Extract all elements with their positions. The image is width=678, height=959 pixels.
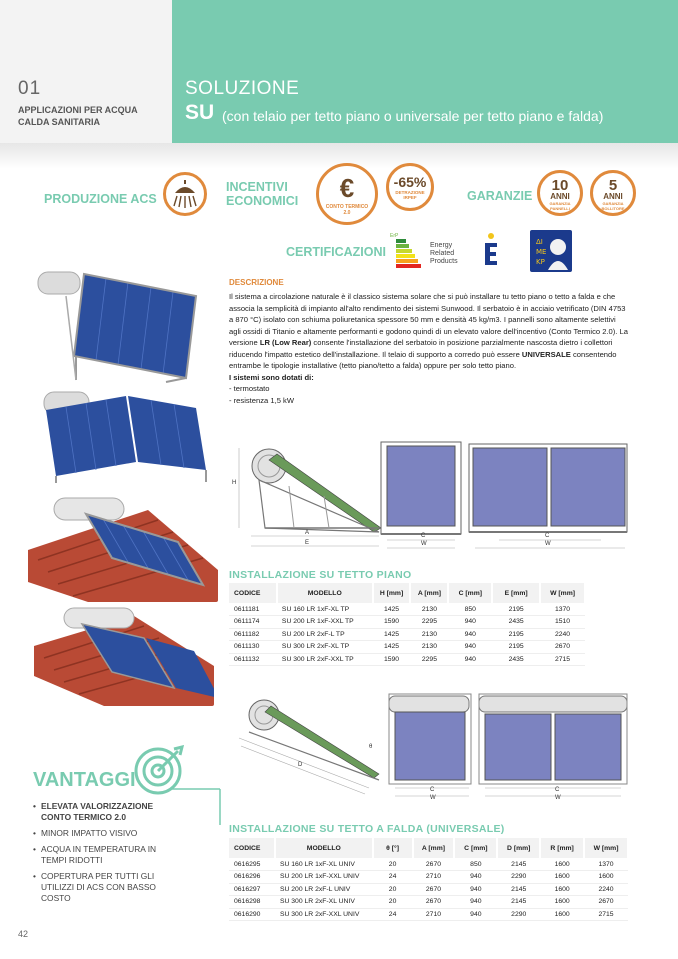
dim-d: D (298, 762, 303, 768)
table-cell: 0616297 (229, 883, 275, 896)
dim-theta: θ (369, 744, 373, 750)
table-cell: 2240 (540, 628, 585, 641)
dim-c: C (421, 533, 426, 539)
sloped-roof-table (229, 838, 629, 921)
cert-keymark-logo (530, 230, 572, 272)
table-cell: 850 (448, 603, 492, 616)
table-cell: SU 200 LR 2xF-L UNIV (275, 883, 373, 896)
photo-flat-roof-2 (36, 390, 216, 485)
warranty-panels-unit: ANNI (550, 192, 570, 201)
table-cell: 2290 (497, 871, 540, 884)
table-cell: 2715 (584, 908, 628, 921)
table-cell: SU 300 LR 2xF-XL TP (277, 641, 373, 654)
warranty-boilers-badge (590, 170, 636, 216)
table-header-row (229, 838, 628, 858)
table-cell: 1370 (584, 858, 628, 871)
table-cell: 20 (373, 858, 413, 871)
solution-code: SU (185, 101, 215, 124)
svg-text:ΚΡ: ΚΡ (536, 258, 545, 266)
page-number: 42 (18, 929, 29, 939)
photo-flat-roof-1 (36, 266, 216, 384)
svg-text:ΔΙ: ΔΙ (536, 238, 543, 246)
flat-roof-table (229, 583, 586, 666)
table-row (229, 896, 628, 909)
table-cell: 2670 (413, 858, 455, 871)
table-cell: 1600 (540, 896, 584, 909)
warranty-boilers-unit: ANNI (603, 192, 623, 201)
table-cell: SU 160 LR 1xF-XL UNIV (275, 858, 373, 871)
table-cell: 2130 (410, 603, 448, 616)
dim-c-sloped-double: C (555, 787, 560, 793)
table-cell: 2435 (492, 653, 540, 666)
advantage-item: • MINOR IMPATTO VISIVO (33, 828, 173, 839)
incentives-label-line2: ECONOMICI (226, 194, 299, 208)
section-number: 01 (18, 78, 42, 99)
cert-e-logo (482, 231, 500, 271)
table-cell: 1590 (373, 653, 411, 666)
table-header: H [mm] (373, 583, 411, 603)
certifications-label: CERTIFICAZIONI (286, 245, 386, 259)
table-row (229, 628, 585, 641)
conto-termico-text: CONTO TERMICO 2.0 (325, 204, 369, 216)
table-cell: 0616298 (229, 896, 275, 909)
advantage-item: • ACQUA IN TEMPERATURA IN TEMPI RIDOTTI (33, 844, 173, 866)
table-cell: 0616295 (229, 858, 275, 871)
table-cell: 2710 (413, 871, 455, 884)
table-cell: SU 300 LR 2xF-XXL TP (277, 653, 373, 666)
table-cell: SU 160 LR 1xF-XL TP (277, 603, 373, 616)
table-cell: 2295 (410, 653, 448, 666)
table-header: R [mm] (540, 838, 584, 858)
table-header: W [mm] (540, 583, 585, 603)
table-header: A [mm] (410, 583, 448, 603)
table-cell: 2130 (410, 641, 448, 654)
table-cell: 940 (454, 896, 497, 909)
table-row (229, 871, 628, 884)
warranty-panels-badge (537, 170, 583, 216)
table-cell: 2670 (413, 883, 455, 896)
warranty-boilers-years: 5 (608, 177, 618, 194)
description-text-3: consentendo entrambe le tipologie installative (tetto piano/tetto a falda) oppure per solo tetto piano. (229, 349, 617, 370)
table-cell: 1600 (540, 908, 584, 921)
table-header-row (229, 583, 585, 603)
table-cell: 2710 (413, 908, 455, 921)
table-cell: 940 (454, 908, 497, 921)
irpef-text: DETRAZIONE IRPEF (395, 190, 425, 200)
irpef-value: -65% (393, 174, 427, 190)
photo-sloped-roof-2 (34, 606, 214, 706)
table-header: C [mm] (454, 838, 497, 858)
flat-roof-title: INSTALLAZIONE SU TETTO PIANO (229, 569, 412, 581)
table-cell: 940 (454, 883, 497, 896)
table-cell: 2290 (497, 908, 540, 921)
description-body (229, 291, 629, 406)
table-cell: 940 (448, 653, 492, 666)
table-cell: 850 (454, 858, 497, 871)
description-universale-bold: UNIVERSALE (521, 349, 571, 359)
euro-icon: € (339, 173, 355, 203)
table-cell: 0611181 (229, 603, 277, 616)
dim-w-double: W (545, 541, 551, 547)
table-row (229, 641, 585, 654)
table-cell: 0616296 (229, 871, 275, 884)
sloped-roof-title: INSTALLAZIONE SU TETTO A FALDA (UNIVERSALE) (229, 823, 505, 835)
table-row (229, 653, 585, 666)
table-header: E [mm] (492, 583, 540, 603)
dim-e: E (305, 540, 310, 546)
table-cell: 940 (448, 628, 492, 641)
photo-sloped-roof-1 (28, 490, 218, 602)
table-cell: 2295 (410, 616, 448, 629)
section-title: APPLICAZIONI PER ACQUA CALDA SANITARIA (18, 105, 138, 127)
incentives-label (226, 180, 298, 208)
warranty-panels-years: 10 (551, 177, 569, 194)
table-cell: 20 (373, 896, 413, 909)
sloped-roof-diagram (229, 690, 629, 808)
table-cell: 2670 (584, 896, 628, 909)
table-cell: 2145 (497, 858, 540, 871)
equipped-item: - termostato (229, 384, 270, 393)
table-cell: 2670 (413, 896, 455, 909)
table-header: CODICE (229, 583, 277, 603)
shower-icon (163, 172, 207, 216)
warranty-boilers-text: GARANZIA BOLLITORE (601, 201, 625, 211)
advantage-item: • COPERTURA PER TUTTI GLI UTILIZZI DI ACS CON BASSO COSTO (33, 871, 173, 904)
table-cell: 1425 (373, 628, 411, 641)
production-label: PRODUZIONE ACS (44, 192, 157, 206)
table-cell: SU 300 LR 2xF-XXL UNIV (275, 908, 373, 921)
table-header: MODELLO (277, 583, 373, 603)
table-cell: 1425 (373, 641, 411, 654)
svg-text:ΜΕ: ΜΕ (536, 248, 547, 256)
dim-h: H (232, 480, 237, 486)
table-cell: 2145 (497, 896, 540, 909)
dim-w-sloped: W (430, 795, 436, 801)
erp-text-line3: Products (430, 258, 458, 265)
incentives-label-line1: INCENTIVI (226, 180, 288, 194)
table-cell: SU 200 LR 1xF-XXL UNIV (275, 871, 373, 884)
table-header: A [mm] (413, 838, 455, 858)
table-cell: 0611182 (229, 628, 277, 641)
solution-label: SOLUZIONE (185, 78, 300, 99)
table-cell: SU 300 LR 2xF-XL UNIV (275, 896, 373, 909)
flat-roof-diagram (229, 436, 629, 554)
dim-c-double: C (545, 533, 550, 539)
table-cell: 2195 (492, 641, 540, 654)
table-cell: 2130 (410, 628, 448, 641)
table-cell: 20 (373, 883, 413, 896)
description-lr-bold: LR (Low Rear) (259, 338, 312, 347)
table-cell: 1600 (540, 883, 584, 896)
description-text-2: consente l'installazione del serbatoio in posizione parzialmente nascosta dietro i collettori riducendo l'impatto estetico dell'installazione. Il telaio di supporto a corredo può essere (229, 338, 613, 359)
table-cell: 2670 (540, 641, 585, 654)
table-cell: 940 (448, 641, 492, 654)
table-cell: 1425 (373, 603, 411, 616)
table-cell: 940 (448, 616, 492, 629)
advantage-item: • ELEVATA VALORIZZAZIONE CONTO TERMICO 2.0 (33, 801, 173, 823)
table-cell: 2715 (540, 653, 585, 666)
erp-logo (390, 233, 470, 273)
table-cell: SU 200 LR 1xF-XXL TP (277, 616, 373, 629)
table-cell: 1510 (540, 616, 585, 629)
dim-w: W (421, 541, 427, 547)
solution-subtitle: (con telaio per tetto piano o universale per tetto piano e falda) (222, 108, 604, 124)
table-cell: SU 200 LR 2xF-L TP (277, 628, 373, 641)
table-cell: 2145 (497, 883, 540, 896)
warranty-panels-text: GARANZIA PANNELLI (549, 201, 571, 211)
equipped-item: - resistenza 1,5 kW (229, 395, 294, 405)
warranty-label: GARANZIE (467, 189, 533, 203)
table-row (229, 616, 585, 629)
table-cell: 24 (373, 908, 413, 921)
table-cell: 0611130 (229, 641, 277, 654)
irpef-badge (386, 163, 434, 211)
advantages-list (33, 801, 173, 909)
table-cell: 24 (373, 871, 413, 884)
table-header: CODICE (229, 838, 275, 858)
table-header: θ [°] (373, 838, 413, 858)
table-cell: 2435 (492, 616, 540, 629)
table-header: C [mm] (448, 583, 492, 603)
dim-a: A (305, 530, 310, 536)
erp-small: ErP (390, 233, 399, 239)
table-row (229, 883, 628, 896)
table-row (229, 908, 628, 921)
dim-c-sloped: C (430, 787, 435, 793)
conto-termico-badge (316, 163, 378, 225)
table-row (229, 858, 628, 871)
description-paragraph (229, 291, 629, 372)
table-cell: 2240 (584, 883, 628, 896)
table-cell: 2195 (492, 603, 540, 616)
table-cell: 0611174 (229, 616, 277, 629)
equipped-heading: I sistemi sono dotati di: (229, 372, 314, 382)
table-cell: 0616290 (229, 908, 275, 921)
table-cell: 0611132 (229, 653, 277, 666)
erp-text-line2: Related (430, 250, 455, 257)
table-header: MODELLO (275, 838, 373, 858)
description-heading: DESCRIZIONE (229, 278, 284, 287)
erp-text-line1: Energy (430, 242, 453, 249)
table-header: D [mm] (497, 838, 540, 858)
table-cell: 1600 (540, 871, 584, 884)
advantages-title: VANTAGGI (33, 769, 136, 791)
description-text-1: Il sistema a circolazione naturale è il classico sistema solare che si può installare tu tetto piano o tetto a falda e che associa la semplicità di impianto all'alto rendimento dei sistemi Sunwood. Il serbatoio è in acciaio vetrificato (DIN 4753 a 870 °C) isolato con schiuma poliuretanica spessore 50 mm e densità 45 kg/m3. I pannelli sono altamente selettivi agli ossidi di Titanio e altamente performanti e godono quindi di un elevato valore dell'incentivo (Conto Termico 2.0). La versione (229, 292, 628, 347)
table-cell: 940 (454, 871, 497, 884)
table-cell: 2195 (492, 628, 540, 641)
table-cell: 1600 (540, 858, 584, 871)
table-row (229, 603, 585, 616)
table-header: W [mm] (584, 838, 628, 858)
erp-text (430, 242, 458, 266)
table-cell: 1600 (584, 871, 628, 884)
dim-w-sloped-double: W (555, 795, 561, 801)
table-cell: 1370 (540, 603, 585, 616)
table-cell: 1590 (373, 616, 411, 629)
